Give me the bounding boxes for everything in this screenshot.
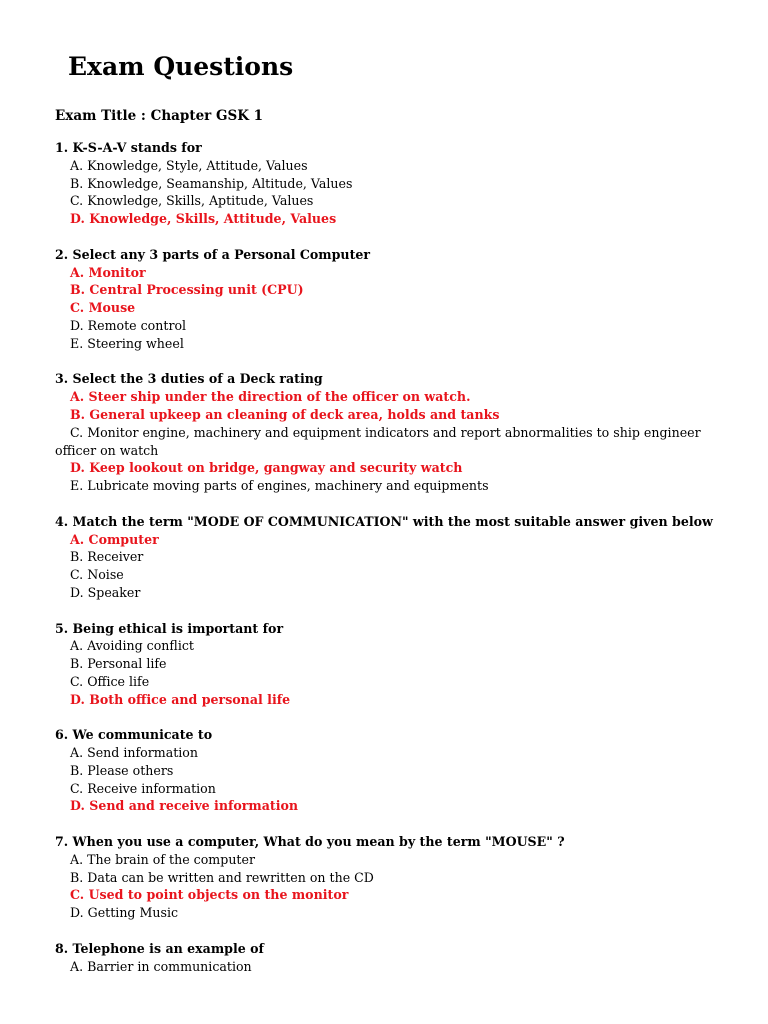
answer-option: A. Knowledge, Style, Attitude, Values <box>70 157 308 173</box>
correct-answer-option: D. Keep lookout on bridge, gangway and security watch <box>70 460 463 476</box>
correct-answer-option: A. Computer <box>70 531 159 547</box>
question-item <box>55 139 735 228</box>
answer-option: E. Lubricate moving parts of engines, machinery and equipments <box>70 478 489 494</box>
answer-option: B. Please others <box>70 762 174 778</box>
question-text: 8. Telephone is an example of <box>55 940 264 956</box>
correct-answer-option: B. Central Processing unit (CPU) <box>70 282 304 298</box>
question-text: 4. Match the term "MODE OF COMMUNICATION" with the most suitable answer given below <box>55 513 713 529</box>
document-heading: Exam Questions <box>68 52 294 81</box>
answer-option: B. Personal life <box>70 656 167 672</box>
answer-option: E. Steering wheel <box>70 335 184 351</box>
question-item <box>55 940 735 976</box>
question-text: 1. K-S-A-V stands for <box>55 140 202 155</box>
answer-option: C. Noise <box>70 567 124 583</box>
question-item <box>55 726 735 815</box>
correct-answer-option: B. General upkeep an cleaning of deck area, holds and tanks <box>70 406 500 422</box>
question-item <box>55 833 735 922</box>
question-text: 3. Select the 3 duties of a Deck rating <box>55 371 323 387</box>
answer-option: C. Monitor engine, machinery and equipment indicators and report abnormalities to ship engineer officer on watch <box>55 424 701 458</box>
question-item <box>55 513 735 602</box>
correct-answer-option: A. Steer ship under the direction of the officer on watch. <box>70 389 471 405</box>
question-list <box>55 139 735 993</box>
question-item <box>55 370 735 495</box>
question-item <box>55 620 735 709</box>
answer-option: B. Data can be written and rewritten on the CD <box>70 869 374 885</box>
exam-title: Exam Title : Chapter GSK 1 <box>55 108 264 124</box>
answer-option: C. Receive information <box>70 780 216 796</box>
correct-answer-option: A. Monitor <box>70 264 146 280</box>
answer-option: A. Barrier in communication <box>70 958 252 974</box>
answer-option: B. Receiver <box>70 549 144 565</box>
correct-answer-option: C. Mouse <box>70 300 136 316</box>
answer-option: A. The brain of the computer <box>70 851 255 867</box>
correct-answer-option: D. Knowledge, Skills, Attitude, Values <box>70 211 337 227</box>
correct-answer-option: D. Both office and personal life <box>70 691 291 707</box>
correct-answer-option: C. Used to point objects on the monitor <box>70 887 349 903</box>
answer-option: C. Knowledge, Skills, Aptitude, Values <box>70 193 314 209</box>
question-text: 7. When you use a computer, What do you mean by the term "MOUSE" ? <box>55 834 565 850</box>
answer-option: D. Remote control <box>70 317 187 333</box>
answer-option: A. Send information <box>70 745 198 761</box>
answer-option: A. Avoiding conflict <box>70 638 194 654</box>
answer-option: C. Office life <box>70 673 150 689</box>
question-text: 2. Select any 3 parts of a Personal Computer <box>55 246 371 262</box>
answer-option: B. Knowledge, Seamanship, Altitude, Values <box>70 175 353 191</box>
question-item <box>55 246 735 353</box>
question-text: 5. Being ethical is important for <box>55 620 284 636</box>
answer-option: D. Getting Music <box>70 905 179 921</box>
question-text: 6. We communicate to <box>55 727 213 743</box>
correct-answer-option: D. Send and receive information <box>70 798 299 814</box>
answer-option: D. Speaker <box>70 584 141 600</box>
